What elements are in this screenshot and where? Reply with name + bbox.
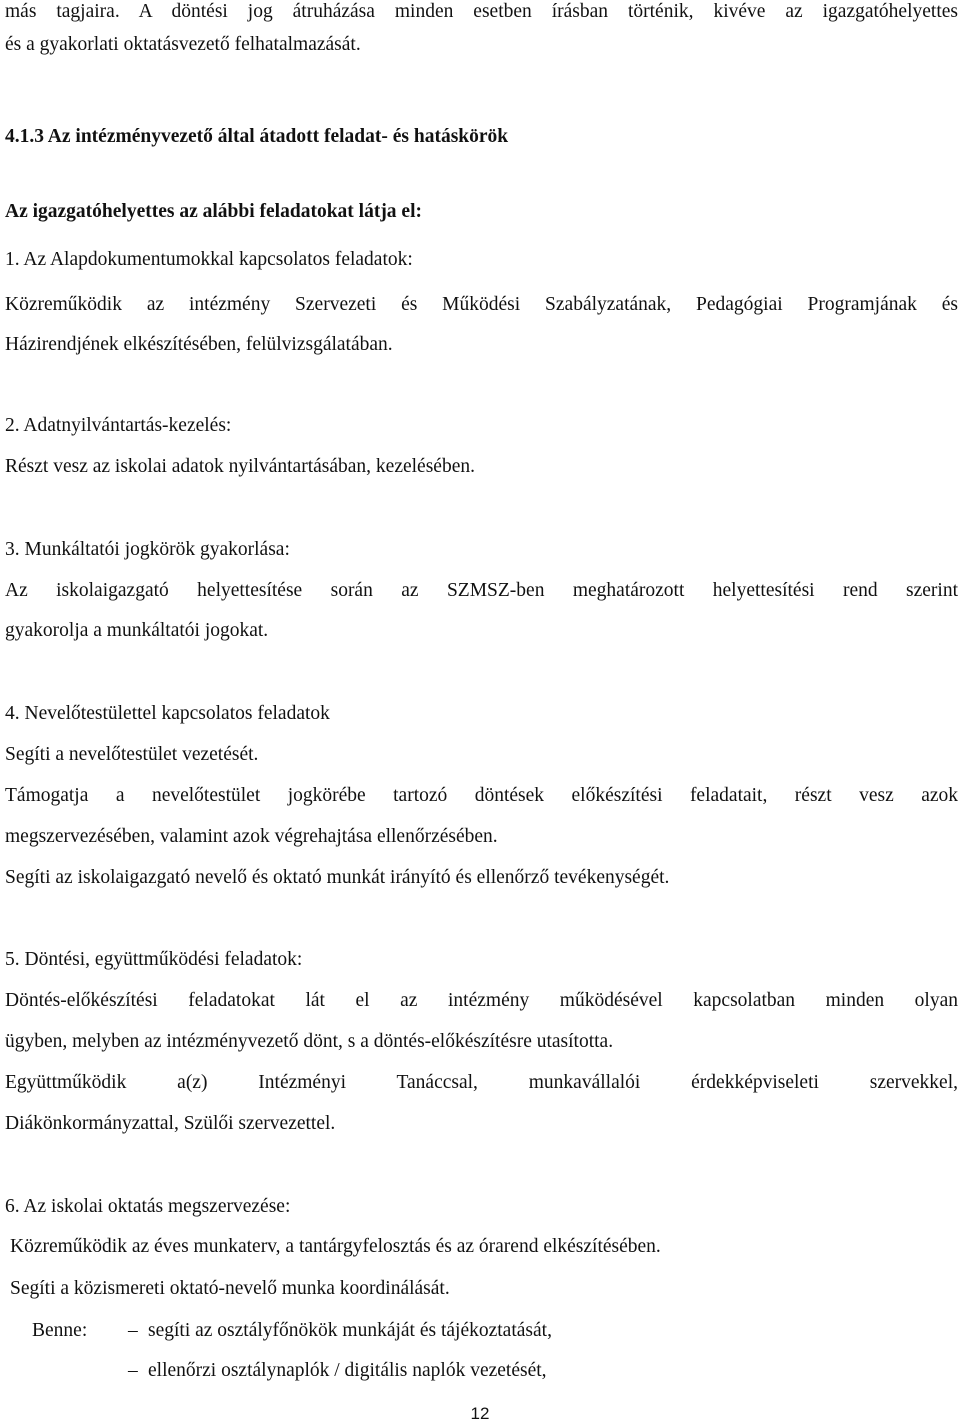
benne-label: Benne:	[32, 1320, 88, 1341]
paragraph-line: Közreműködik az éves munkaterv, a tantárgyfelosztás és az órarend elkészítésében.	[10, 1236, 661, 1257]
paragraph-line: Támogatja a nevelőtestület jogkörébe tartozó döntések előkészítési feladatait, részt vesz azok	[5, 785, 958, 806]
paragraph-line: Segíti az iskolaigazgató nevelő és oktató munkát irányító és ellenőrző tevékenységét.	[5, 867, 670, 888]
item-title-3: 3. Munkáltatói jogkörök gyakorlása:	[5, 539, 290, 560]
paragraph-line: Az iskolaigazgató helyettesítése során az SZMSZ-ben meghatározott helyettesítési rend szerint	[5, 580, 958, 601]
dash-bullet: –	[128, 1320, 138, 1341]
paragraph-line: gyakorolja a munkáltatói jogokat.	[5, 620, 269, 641]
paragraph-line: Együttműködik a(z) Intézményi Tanáccsal, munkavállalói érdekképviseleti szervekkel,	[5, 1072, 958, 1093]
paragraph-line: és a gyakorlati oktatásvezető felhatalmazását.	[5, 34, 361, 55]
paragraph-line: Közreműködik az intézmény Szervezeti és Működési Szabályzatának, Pedagógiai Programjának és	[5, 294, 958, 315]
item-title-2: 2. Adatnyilvántartás-kezelés:	[5, 415, 232, 436]
intro-line: Az igazgatóhelyettes az alábbi feladatokat látja el:	[5, 201, 423, 222]
item-title-4: 4. Nevelőtestülettel kapcsolatos feladatok	[5, 703, 330, 724]
paragraph-line: megszervezésében, valamint azok végrehajtása ellenőrzésében.	[5, 826, 498, 847]
dash-bullet: –	[128, 1360, 138, 1381]
benne-row-1	[0, 1319, 960, 1343]
benne-item-2: ellenőrzi osztálynaplók / digitális naplók vezetését,	[148, 1360, 547, 1381]
paragraph-line: Segíti a nevelőtestület vezetését.	[5, 744, 259, 765]
item-title-1: 1. Az Alapdokumentumokkal kapcsolatos feladatok:	[5, 249, 413, 270]
benne-item-1: segíti az osztályfőnökök munkáját és tájékoztatását,	[148, 1320, 552, 1341]
paragraph-line: Diákönkormányzattal, Szülői szervezettel.	[5, 1113, 336, 1134]
item-title-5: 5. Döntési, együttműködési feladatok:	[5, 949, 303, 970]
item-title-6: 6. Az iskolai oktatás megszervezése:	[5, 1196, 291, 1217]
paragraph-line: Részt vesz az iskolai adatok nyilvántartásában, kezelésében.	[5, 456, 475, 477]
paragraph-line: más tagjaira. A döntési jog átruházása minden esetben írásban történik, kivéve az igazgatóhelyettes	[5, 1, 958, 22]
paragraph-line: ügyben, melyben az intézményvezető dönt, s a döntés-előkészítésre utasította.	[5, 1031, 614, 1052]
page-number: 12	[470, 1404, 490, 1423]
section-heading: 4.1.3 Az intézményvezető által átadott feladat- és hatáskörök	[5, 126, 509, 147]
benne-row-2	[0, 1359, 960, 1383]
paragraph-line: Döntés-előkészítési feladatokat lát el az intézmény működésével kapcsolatban minden olyan	[5, 990, 958, 1011]
paragraph-line: Házirendjének elkészítésében, felülvizsgálatában.	[5, 334, 393, 355]
paragraph-line: Segíti a közismereti oktató-nevelő munka koordinálását.	[10, 1278, 450, 1299]
